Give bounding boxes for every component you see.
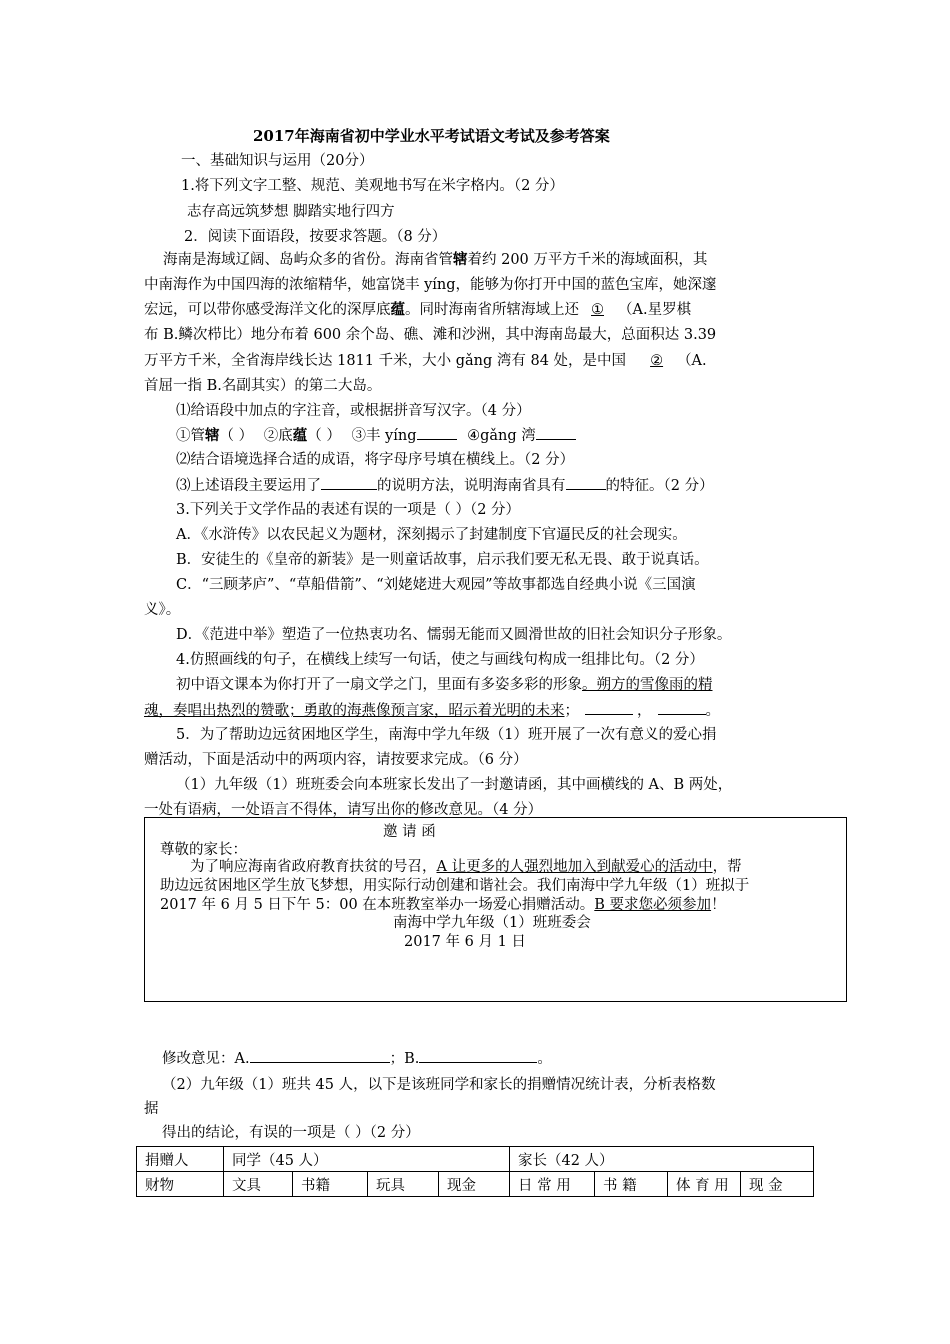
table-cell: 日 常 用 <box>510 1172 595 1197</box>
table-cell: 书 籍 <box>595 1172 668 1197</box>
section-heading: 一、基础知识与运用（20分） <box>181 153 374 169</box>
letter-signature: 南海中学九年级（1）班班委会 <box>393 915 591 931</box>
table-cell: 现 金 <box>741 1172 814 1197</box>
table-cell: 体 育 用 <box>668 1172 741 1197</box>
q4-line-2: 魂，奏唱出热烈的赞歌；勇敢的海燕像预言家，昭示着光明的未来； ， 。 <box>144 700 720 721</box>
q4-text: 4.仿照画线的句子，在横线上续写一句话，使之与画线句构成一组排比句。（2 分） <box>176 652 704 668</box>
letter-line-1: 为了响应海南省政府教育扶贫的号召，A 让更多的人强烈地加入到献爱心的活动中，帮 <box>190 859 742 875</box>
q3-option-c: C．“三顾茅庐”、“草船借箭”、“刘姥姥进大观园”等故事都选自经典小说《三国演 <box>176 577 696 593</box>
q5-sub2-2: 据 <box>144 1101 159 1117</box>
passage-line-3: 宏远，可以带你感受海洋文化的深厚底蕴。同时海南省所辖海域上还 ① （A.星罗棋 <box>144 301 692 318</box>
q5-text-1: 5．为了帮助边远贫困地区学生，南海中学九年级（1）班开展了一次有意义的爱心捐 <box>176 727 717 743</box>
passage-line-5: 万平方千米，全省海岸线长达 1811 千米，大小 gǎng 湾有 84 处，是中国 ② （A. <box>144 353 707 369</box>
q3-option-c-cont: 义》。 <box>144 602 181 618</box>
q5-text-2: 赠活动，下面是活动中的两项内容，请按要求完成。（6 分） <box>144 752 528 768</box>
q5-sub2-1: （2）九年级（1）班共 45 人，以下是该班同学和家长的捐赠情况统计表，分析表格数 <box>162 1077 716 1093</box>
q5-sub2-3: 得出的结论，有误的一项是（ ）（2 分） <box>162 1125 420 1141</box>
table-row <box>137 1147 814 1172</box>
q2-sub2: ⑵结合语境选择合适的成语，将字母序号填在横线上。（2 分） <box>176 452 575 468</box>
q4-line-1: 初中语文课本为你打开了一扇文学之门，里面有多姿多彩的形象。朔方的雪像雨的精 <box>176 677 713 693</box>
pinyin-blank-3[interactable] <box>417 425 457 440</box>
q3-option-a: A．《水浒传》以农民起义为题材，深刻揭示了封建制度下官逼民反的社会现实。 <box>176 527 687 543</box>
q3-text: 3.下列关于文学作品的表述有误的一项是（ ）（2 分） <box>176 502 521 518</box>
table-cell: 同学（45 人） <box>224 1147 510 1172</box>
table-cell: 财物 <box>137 1172 224 1197</box>
q2-sub1-items: ①管辖（ ） ②底蕴（ ） ③丰 yíng ④gǎng 湾 <box>176 425 576 446</box>
table-cell: 捐赠人 <box>137 1147 224 1172</box>
passage-line-4: 布 B.鳞次栉比）地分布着 600 余个岛、礁、滩和沙洲，其中海南岛最大，总面积达 3.39 <box>144 327 717 343</box>
q2-sub3: ⑶上述语段主要运用了 的说明方法，说明海南省具有 的特征。（2 分） <box>176 475 714 496</box>
table-cell: 玩具 <box>368 1172 439 1197</box>
page-title: 2017年海南省初中学业水平考试语文考试及参考答案 <box>253 127 610 145</box>
advice-blank-a[interactable] <box>250 1048 390 1063</box>
donation-table <box>136 1146 814 1197</box>
letter-greeting: 尊敬的家长： <box>160 842 247 858</box>
passage-line-1: 海南是海域辽阔、岛屿众多的省份。海南省管辖着约 200 万平方千米的海域面积，其 <box>163 251 708 268</box>
table-cell: 家长（42 人） <box>510 1147 814 1172</box>
table-cell: 现金 <box>439 1172 510 1197</box>
q5-sub1-1: （1）九年级（1）班班委会向本班家长发出了一封邀请函，其中画横线的 A、B 两处， <box>176 777 733 793</box>
parallel-blank-1[interactable] <box>585 700 633 715</box>
table-cell: 文具 <box>224 1172 293 1197</box>
table-cell: 书籍 <box>293 1172 368 1197</box>
letter-line-3: 2017 年 6 月 5 日下午 5：00 在本班教室举办一场爱心捐赠活动。B 要求您必须参加！ <box>160 897 726 913</box>
parallel-blank-2[interactable] <box>658 700 706 715</box>
method-blank[interactable] <box>321 475 377 490</box>
pinyin-blank-4[interactable] <box>536 425 576 440</box>
q1-text: 1.将下列文字工整、规范、美观地书写在米字格内。（2 分） <box>181 178 564 194</box>
table-row <box>137 1172 814 1197</box>
q3-option-b: B．安徒生的《皇帝的新装》是一则童话故事，启示我们要无私无畏、敢于说真话。 <box>176 552 709 568</box>
letter-heading: 邀 请 函 <box>383 824 436 840</box>
q2-sub1: ⑴给语段中加点的字注音，或根据拼音写汉字。（4 分） <box>176 403 531 419</box>
q3-option-d: D．《范进中举》塑造了一位热衷功名、懦弱无能而又圆滑世故的旧社会知识分子形象。 <box>176 627 732 643</box>
q5-sub1-2: 一处有语病，一处语言不得体，请写出你的修改意见。（4 分） <box>144 802 543 818</box>
passage-line-6: 首屈一指 B.名副其实）的第二大岛。 <box>144 378 382 394</box>
passage-line-2: 中南海作为中国四海的浓缩精华，她富饶丰 yíng，能够为你打开中国的蓝色宝库，她深邃 <box>144 277 717 293</box>
q1-phrase: 志存高远筑梦想 脚踏实地行四方 <box>187 204 395 220</box>
advice-blank-b[interactable] <box>419 1048 537 1063</box>
feature-blank[interactable] <box>566 475 606 490</box>
advice-line: 修改意见：A. ；B. 。 <box>162 1048 552 1069</box>
q2-text: 2．阅读下面语段，按要求答题。（8 分） <box>184 229 447 245</box>
letter-date: 2017 年 6 月 1 日 <box>404 934 526 950</box>
letter-line-2: 助边远贫困地区学生放飞梦想，用实际行动创建和谐社会。我们南海中学九年级（1）班拟于 <box>160 878 750 894</box>
